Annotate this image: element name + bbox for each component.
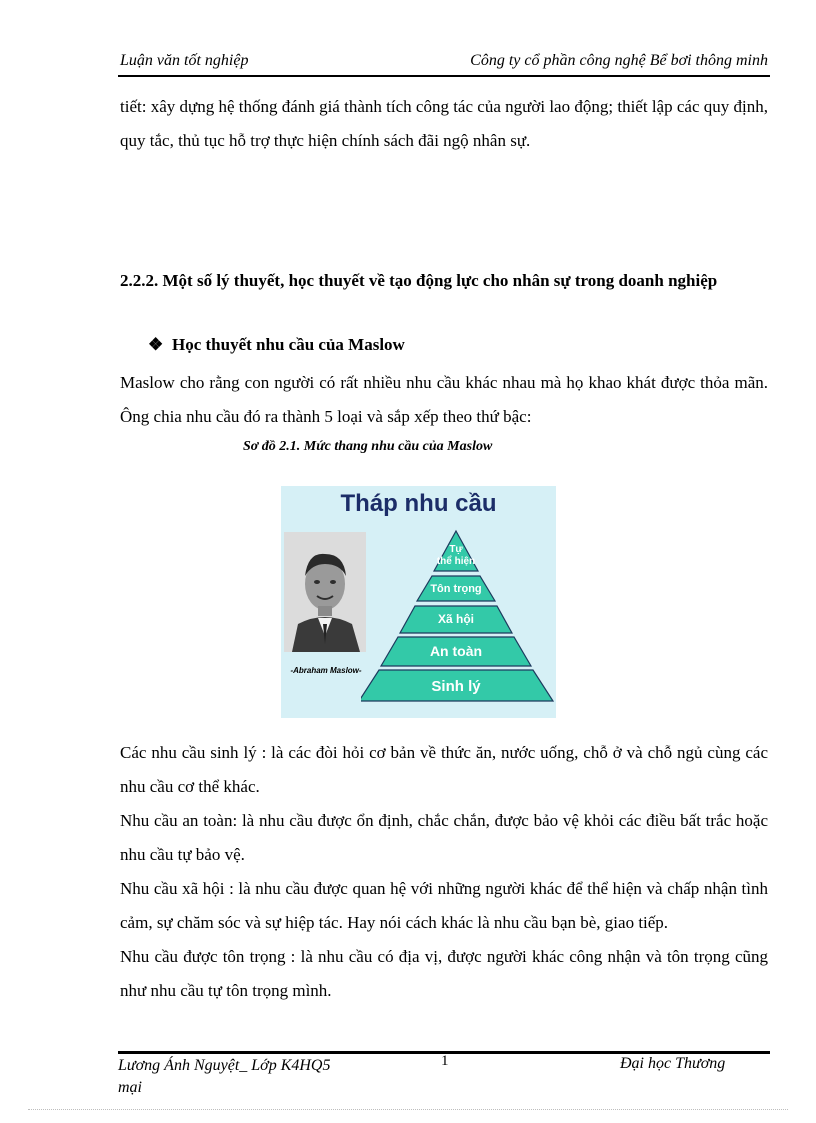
maslow-intro-paragraph: Maslow cho rằng con người có rất nhiều nhu cầu khác nhau mà họ khao khát được thỏa mãn. Ông chia nhu cầu đó ra thành 5 loại và sắp xếp theo thứ bậc: — [120, 373, 768, 426]
page-bottom-divider — [28, 1109, 788, 1110]
tier-label-3: Xã hội — [437, 612, 475, 626]
portrait-icon — [284, 532, 366, 652]
need-physiological: Các nhu cầu sinh lý : là các đòi hỏi cơ bản về thức ăn, nước uống, chỗ ở và chỗ ngủ cùng các nhu cầu cơ thể khác. — [120, 743, 768, 796]
tier-label-1a: Tự — [449, 544, 463, 555]
tier-label-2: Tôn trọng — [430, 583, 482, 595]
needs-pyramid — [361, 526, 556, 718]
maslow-figure — [281, 486, 556, 718]
header-left: Luận văn tốt nghiệp — [120, 52, 249, 69]
diamond-bullet-icon: ❖ — [148, 335, 164, 354]
maslow-portrait — [284, 532, 366, 652]
page-number: 1 — [441, 1053, 449, 1069]
bullet-title: Học thuyết nhu cầu của Maslow — [172, 335, 405, 354]
figure-title: Tháp nhu cầu — [340, 490, 497, 517]
need-safety: Nhu cầu an toàn: là nhu cầu được ổn định, chắc chắn, được bảo vệ khỏi các điều bất trắc hoặc nhu cầu tự bảo vệ. — [120, 811, 768, 864]
tier-label-4: An toàn — [429, 643, 483, 659]
footer-right: Đại học Thương — [620, 1055, 726, 1072]
figure-caption: Sơ đồ 2.1. Mức thang nhu cầu của Maslow — [243, 439, 493, 454]
maslow-name-label: -Abraham Maslow- — [290, 666, 362, 675]
header-right: Công ty cổ phần công nghệ Bể bơi thông minh — [470, 52, 768, 69]
need-social: Nhu cầu xã hội : là nhu cầu được quan hệ với những người khác để thể hiện và chấp nhận tình cảm, sự chăm sóc và sự hiệp tác. Hay nói cách khác là nhu cầu bạn bè, giao tiếp. — [120, 879, 768, 932]
section-heading: 2.2.2. Một số lý thuyết, học thuyết về tạo động lực cho nhân sự trong doanh nghiệp — [120, 271, 718, 290]
needs-list — [120, 736, 768, 1008]
header-rule — [118, 75, 770, 77]
need-esteem: Nhu cầu được tôn trọng : là nhu cầu có địa vị, được người khác công nhận và tôn trọng cũng như nhu cầu tự tôn trọng mình. — [120, 947, 768, 1000]
tier-label-1b: thể hiện — [436, 556, 476, 567]
tier-label-5: Sinh lý — [431, 678, 481, 695]
bullet-heading — [148, 335, 405, 355]
intro-paragraph: tiết: xây dựng hệ thống đánh giá thành tích công tác của người lao động; thiết lập các quy định, quy tắc, thủ tục hỗ trợ thực hiện chính sách đãi ngộ nhân sự. — [120, 97, 768, 150]
footer-left: Lương Ánh Nguyệt_ Lớp K4HQ5 mại — [118, 1057, 331, 1096]
